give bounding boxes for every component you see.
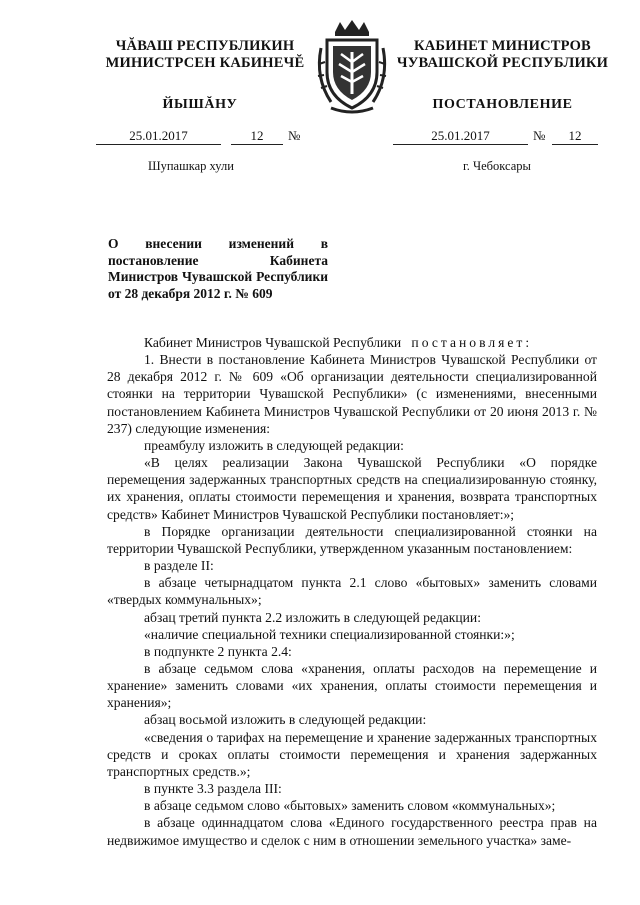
- body-paragraph: в абзаце седьмом слово «бытовых» заменить словом «коммунальных»;: [144, 798, 556, 814]
- body-paragraph: «сведения о тарифах на перемещение и хранение задержанных транспортных средств и сроках оплаты стоимости перемещения и хранения задержанных транспортных средств.»;: [107, 729, 597, 779]
- right-date: 25.01.2017: [393, 128, 528, 145]
- intro-lead: Кабинет Министров Чувашской Республики: [144, 335, 402, 350]
- body-paragraph: в подпункте 2 пункта 2.4:: [144, 643, 292, 659]
- body-paragraph: преамбулу изложить в следующей редакции:: [144, 437, 404, 453]
- body-paragraph: в Порядке организации деятельности специализированной стоянки на территории Чувашской Республики, утвержденном указанным постановлением:: [107, 523, 597, 556]
- left-authority-line1: ЧĂВАШ РЕСПУБЛИКИН: [115, 38, 295, 54]
- body-paragraph: в абзаце седьмом слова «хранения, оплаты расходов на перемещение и хранение» заменить словами «их хранения, оплаты стоимости перемещения и хранения»;: [107, 660, 597, 711]
- left-authority-header: [95, 38, 315, 72]
- left-number: 12: [231, 128, 283, 145]
- left-authority-line2: МИНИСТРСЕН КАБИНЕЧĔ: [105, 55, 305, 71]
- document-subject: О внесении изменений в постановление Кабинета Министров Чувашской Республики от 28 декабря 2012 г. № 609: [108, 236, 328, 301]
- intro-paragraph: [107, 334, 597, 351]
- document-body: [107, 334, 597, 849]
- body-paragraph: 1. Внести в постановление Кабинета Министров Чувашской Республики от 28 декабря 2012 г. № 609 «Об организации деятельности специализированной стоянки на территории Чувашской Республики» (с изменениями, внесенными постановлением Кабинета Министров Чувашской Республики от 20 июня 2013 г. № 237) следующие изменения:: [107, 352, 597, 436]
- body-paragraph: абзац третий пункта 2.2 изложить в следующей редакции:: [144, 609, 481, 625]
- coat-of-arms-icon: [311, 18, 393, 116]
- left-place: Шупашкар хули: [148, 159, 234, 173]
- right-authority-header: [385, 38, 620, 72]
- body-paragraph: в разделе II:: [144, 558, 214, 574]
- left-date: 25.01.2017: [96, 128, 221, 145]
- body-paragraph: в абзаце четырнадцатом пункта 2.1 слово «бытовых» заменить словами «твердых коммунальных»;: [107, 575, 597, 608]
- body-paragraph: в пункте 3.3 раздела III:: [144, 781, 282, 797]
- right-document-type: ПОСТАНОВЛЕНИЕ: [432, 97, 573, 112]
- body-paragraph: «наличие специальной техники специализированной стоянки:»;: [144, 626, 515, 642]
- right-authority-line1: КАБИНЕТ МИНИСТРОВ: [414, 38, 591, 54]
- left-number-sign: №: [288, 128, 301, 143]
- body-paragraph: «В целях реализации Закона Чувашской Республики «О порядке перемещения задержанных транспортных средств на специализированную стоянку, их хранения, оплаты стоимости перемещения и хранения, возврата транспортных средств» Кабинет Министров Чувашской Республики постановляет:»;: [107, 455, 597, 522]
- left-document-type: ЙЫШĂНУ: [162, 97, 238, 112]
- right-number-sign: №: [533, 128, 546, 143]
- body-paragraph: абзац восьмой изложить в следующей редакции:: [144, 712, 427, 728]
- intro-verb: постановляет:: [411, 335, 533, 350]
- right-place: г. Чебоксары: [463, 159, 531, 173]
- right-number: 12: [552, 128, 598, 145]
- body-paragraph: в абзаце одиннадцатом слова «Единого государственного реестра прав на недвижимое имущество и сделок с ним в отношении земельного участка» заме-: [107, 815, 597, 848]
- right-authority-line2: ЧУВАШСКОЙ РЕСПУБЛИКИ: [396, 55, 609, 71]
